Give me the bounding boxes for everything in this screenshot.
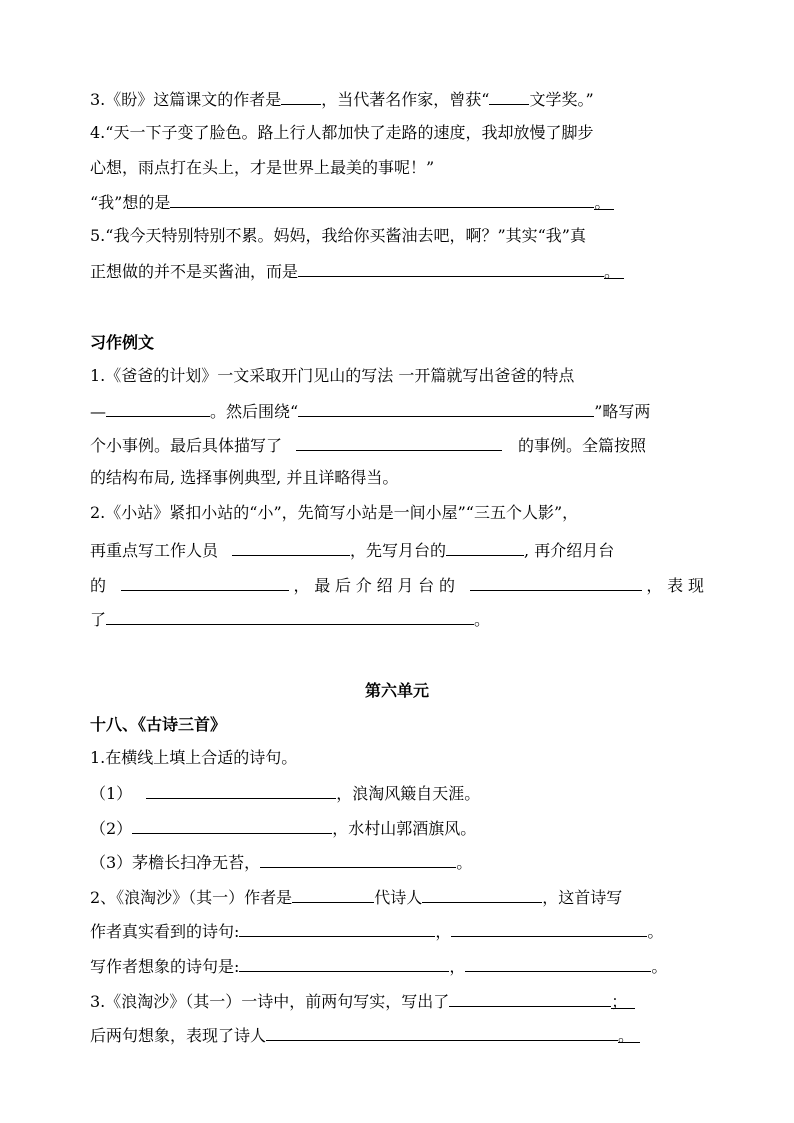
- writing-q1-line-3: 个小事例。最后具体描写了 的事例。全篇按照: [90, 432, 704, 458]
- poem-q1-prompt: 1.在横线上填上合适的诗句。: [90, 748, 298, 767]
- unit-title: 第六单元: [364, 681, 429, 700]
- section-title-writing: 习作例文: [90, 333, 155, 352]
- poem-q2-line-2: 作者真实看到的诗句: ， 。: [90, 918, 704, 944]
- blank-first-two-lines[interactable]: [449, 988, 611, 1007]
- blank-poem-2[interactable]: [132, 815, 332, 834]
- blank-poet-feeling[interactable]: [266, 1022, 618, 1041]
- blank-poem-1[interactable]: [146, 780, 336, 799]
- blank-dad-trait[interactable]: [106, 398, 210, 417]
- writing-q2-line-1: 2.《小站》紧扣小站的“小”，先简写小站是一间小屋”“三五个人影”，: [90, 503, 579, 522]
- blank-dynasty[interactable]: [292, 884, 374, 903]
- blank-real-line-2[interactable]: [451, 918, 647, 937]
- question-4-line-1: 4.“天一下子变了脸色。路上行人都加快了走路的速度，我却放慢了脚步: [90, 123, 594, 142]
- lesson-title: 十八、《古诗三首》: [90, 715, 227, 734]
- blank-specific-example[interactable]: [296, 432, 502, 451]
- writing-q1-line-2: — 。然后围绕“ ”略写两: [90, 398, 704, 424]
- blank-imagined-line-2[interactable]: [465, 953, 651, 972]
- question-5-line-2: 正想做的并不是买酱油，而是 。: [90, 258, 704, 284]
- blank-imagined-line-1[interactable]: [239, 953, 449, 972]
- poem-q2-line-3: 写作者想象的诗句是: ， 。: [90, 953, 704, 979]
- question-5-line-1: 5.“我今天特别特别不累。妈妈，我给你买酱油去吧，啊？”其实“我”真: [90, 226, 586, 245]
- poem-q2-line-1: 2、《浪淘沙》（其一）作者是 代诗人 ，这首诗写: [90, 884, 704, 910]
- blank-platform-2[interactable]: [121, 572, 289, 591]
- writing-q1-line-1: 1.《爸爸的计划》一文采取开门见山的写法 一开篇就写出爸爸的特点: [90, 366, 575, 385]
- writing-q1-line-4: 的结构布局, 选择事例典型, 并且详略得当。: [90, 468, 399, 487]
- question-3: 3.《盼》这篇课文的作者是 ，当代著名作家，曾获“ 文学奖。”: [90, 86, 704, 112]
- blank-poem-3[interactable]: [260, 849, 456, 868]
- blank-platform-1[interactable]: [446, 537, 524, 556]
- poem-q1-item-1: （1） ，浪淘风簸自天涯。: [90, 780, 704, 806]
- writing-q2-line-2: 再重点写工作人员 ，先写月台的 , 再介绍月台: [90, 537, 704, 563]
- blank-what-i-wanted[interactable]: [298, 258, 604, 277]
- blank-around-theme[interactable]: [298, 398, 594, 417]
- blank-expresses[interactable]: [106, 606, 474, 625]
- blank-what-i-thought[interactable]: [170, 189, 594, 208]
- poem-q3-line-2: 后两句想象，表现了诗人 。: [90, 1022, 704, 1048]
- question-4-line-3: “我”想的是 。: [90, 189, 704, 215]
- blank-staff[interactable]: [232, 537, 350, 556]
- poem-q1-item-3: （3）茅檐长扫净无苔， 。: [90, 849, 704, 875]
- poem-q3-line-1: 3.《浪淘沙》（其一）一诗中，前两句写实，写出了 ；: [90, 988, 704, 1014]
- writing-q2-line-3: 的 ，最后介绍月台的 ，表现: [90, 572, 704, 598]
- blank-author[interactable]: [281, 86, 321, 105]
- writing-q2-line-4: 了 。: [90, 606, 704, 632]
- question-4-line-2: 心想，雨点打在头上，才是世界上最美的事呢！”: [90, 158, 435, 177]
- blank-platform-3[interactable]: [470, 572, 642, 591]
- poem-q1-item-2: （2） ，水村山郭酒旗风。: [90, 815, 704, 841]
- blank-real-line-1[interactable]: [239, 918, 435, 937]
- blank-poet[interactable]: [422, 884, 542, 903]
- blank-award[interactable]: [489, 86, 529, 105]
